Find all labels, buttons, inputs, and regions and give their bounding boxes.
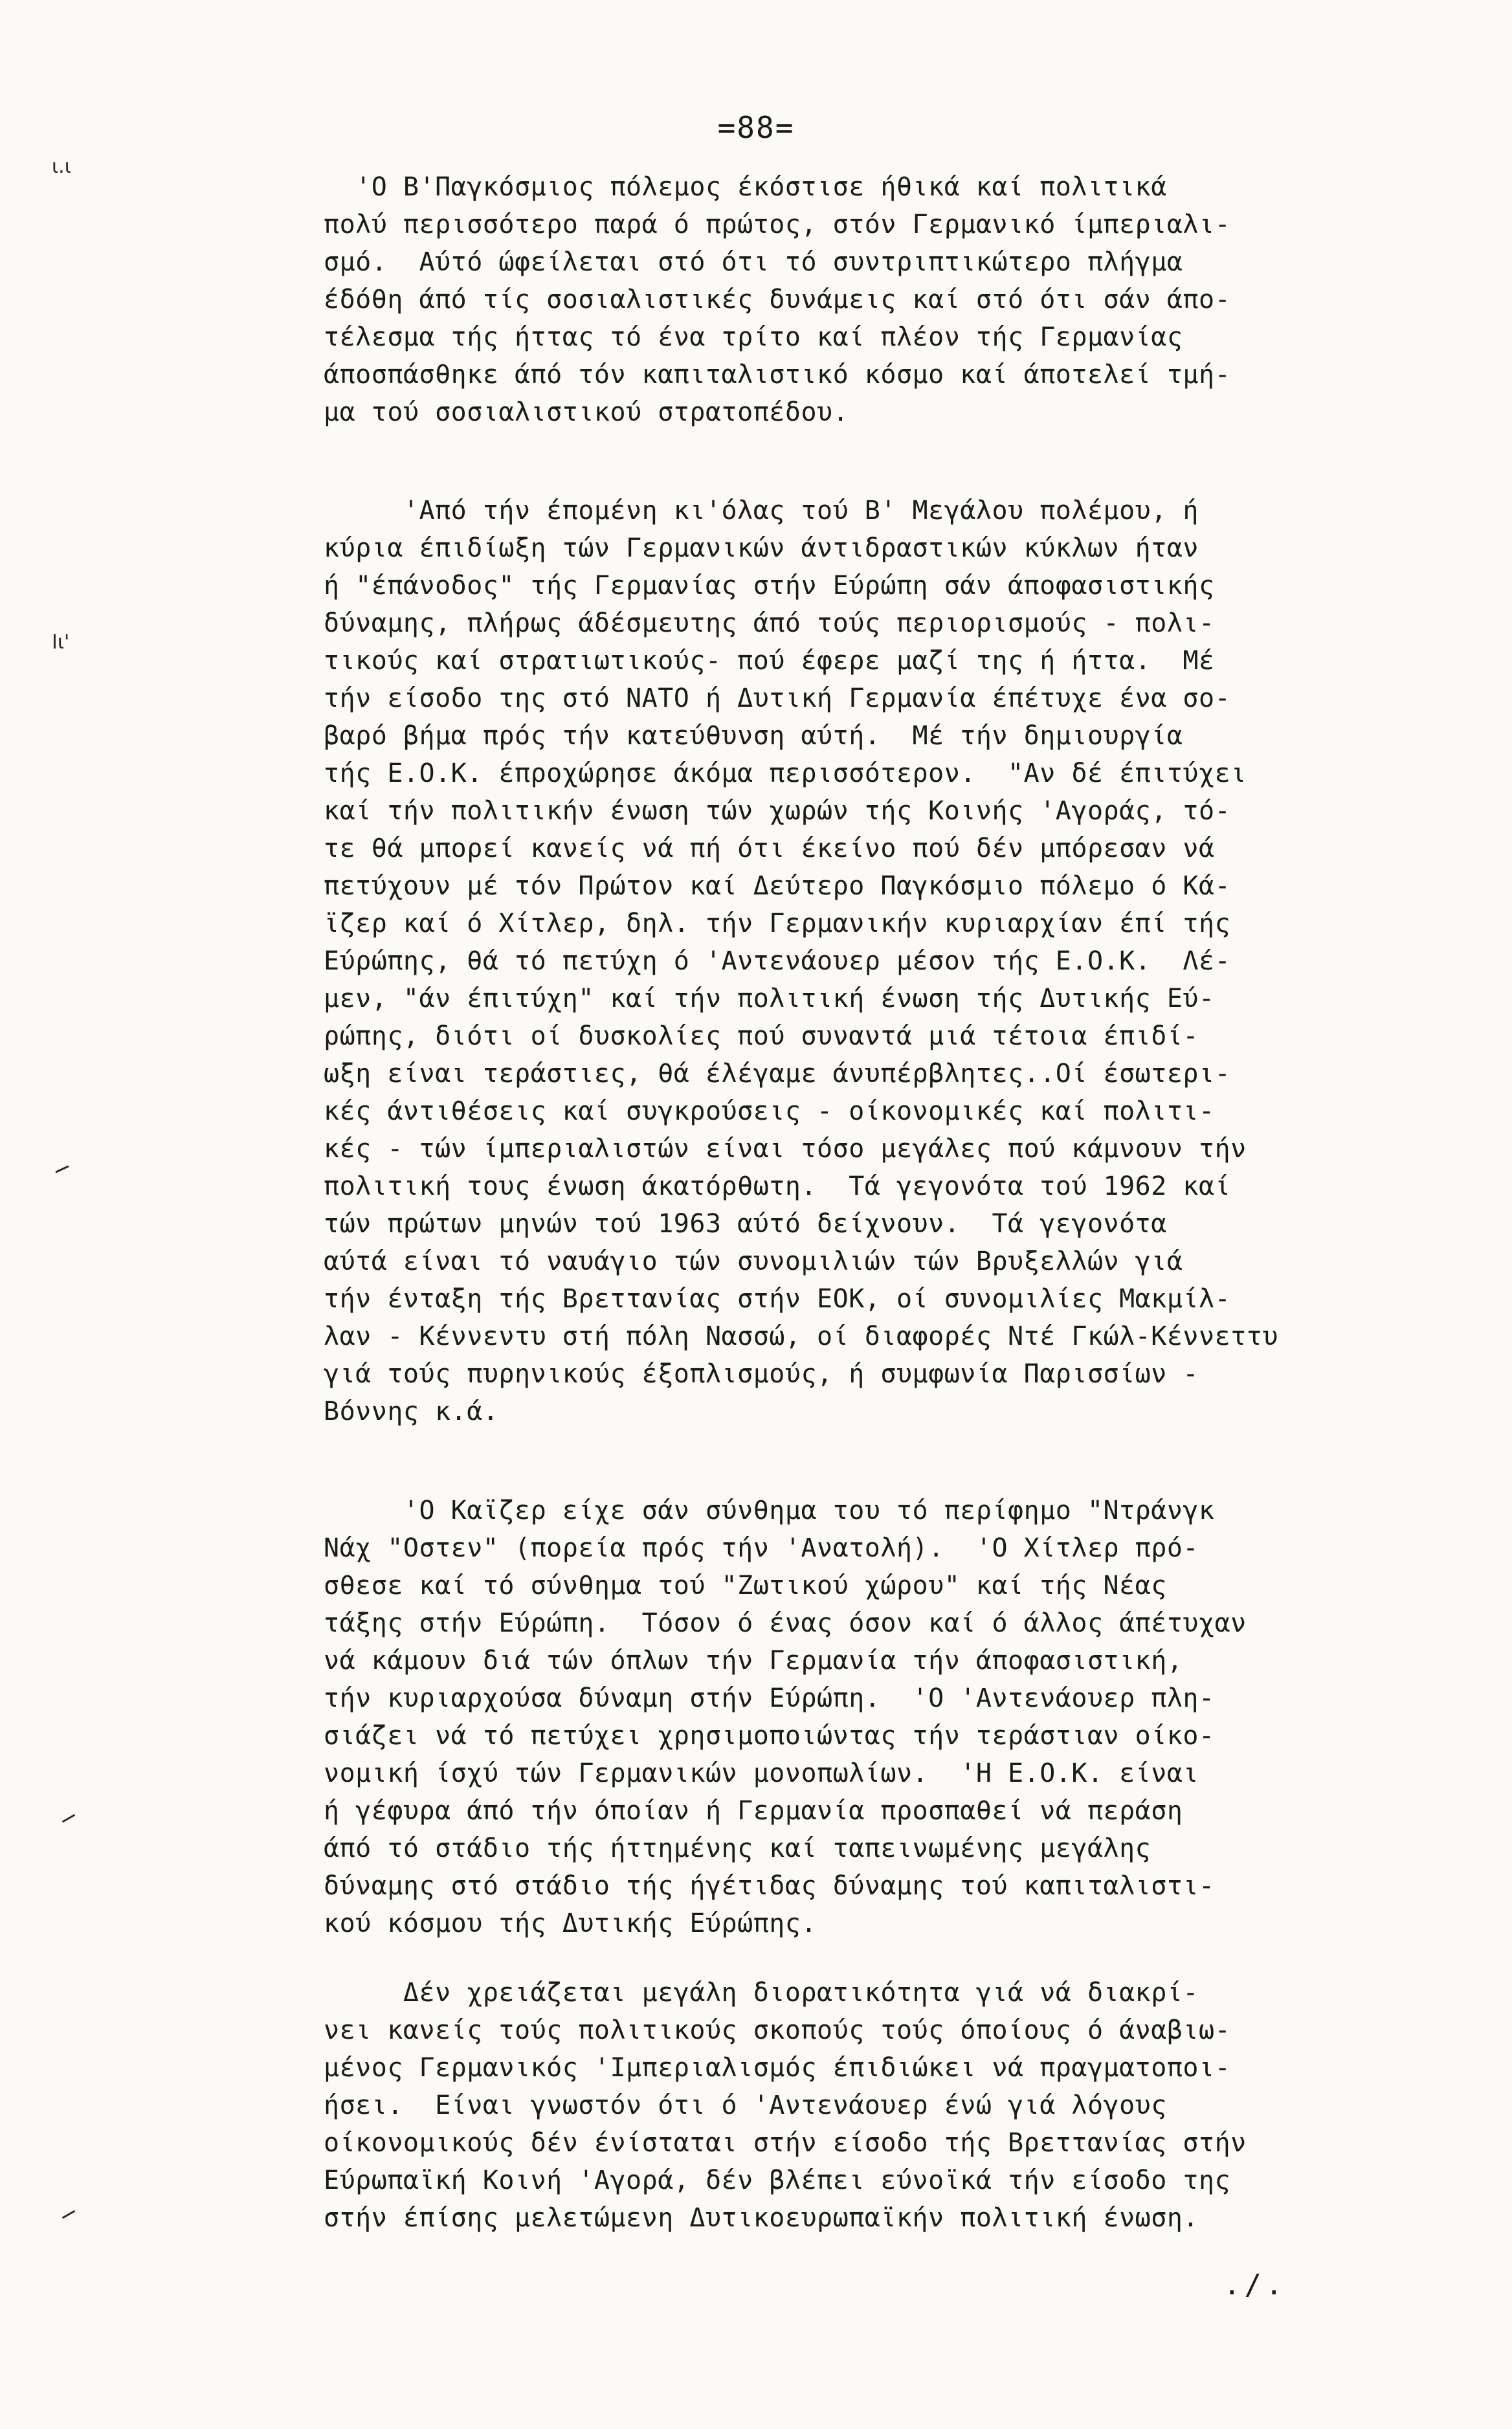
text-line: μεν, "άν έπιτύχη" καί τήν πολιτική ένωση τής Δυτικής Εύ- (324, 984, 1215, 1014)
text-line: βαρό βήμα πρός τήν κατεύθυνση αύτή. Μέ τήν δημιουργία (324, 721, 1183, 751)
text-line: τήν είσοδο της στό ΝΑΤΟ ή Δυτική Γερμανία έπέτυχε ένα σο- (324, 683, 1231, 713)
continuation-mark: ./. (1223, 2268, 1287, 2301)
page-number: =88= (717, 110, 795, 145)
text-line: πολύ περισσότερο παρά ό πρώτος, στόν Γερμανικό ίμπεριαλι- (324, 210, 1231, 239)
margin-dash-mark (62, 1814, 76, 1823)
margin-dash-mark (62, 2210, 76, 2219)
text-line: Εύρωπαϊκή Κοινή 'Αγορά, δέν βλέπει εύνοϊκά τήν είσοδο της (324, 2166, 1231, 2195)
text-line: ήσει. Είναι γνωστόν ότι ό 'Αντενάουερ ένώ γιά λόγους (324, 2091, 1167, 2120)
margin-mark: Ιι' (52, 631, 70, 654)
text-line: τάξης στήν Εύρώπη. Τόσον ό ένας όσον καί ό άλλος άπέτυχαν (324, 1608, 1247, 1638)
text-line: ή γέφυρα άπό τήν όποίαν ή Γερμανία προσπαθεί νά περάση (324, 1796, 1183, 1826)
text-line: πετύχουν μέ τόν Πρώτον καί Δεύτερο Παγκόσμιο πόλεμο ό Κά- (324, 871, 1231, 901)
text-line: τήν ένταξη τής Βρεττανίας στήν ΕΟΚ, οί συνομιλίες Μακμίλ- (324, 1284, 1231, 1314)
text-line: νά κάμουν διά τών όπλων τήν Γερμανία τήν άποφασιστική, (324, 1646, 1183, 1676)
paragraph-2 (324, 492, 1450, 1430)
text-line: Βόννης κ.ά. (324, 1397, 499, 1426)
text-line: σμό. Αύτό ώφείλεται στό ότι τό συντριπτικώτερο πλήγμα (324, 247, 1183, 277)
text-line: πολιτική τους ένωση άκατόρθωτη. Τά γεγονότα τού 1962 καί (324, 1171, 1231, 1201)
text-line: ή "έπάνοδος" τής Γερμανίας στήν Εύρώπη σάν άποφασιστικής (324, 571, 1215, 601)
text-line: κές άντιθέσεις καί συγκρούσεις - οίκονομικές καί πολιτι- (324, 1096, 1215, 1126)
text-line: τών πρώτων μηνών τού 1963 αύτό δείχνουν. Τά γεγονότα (324, 1209, 1167, 1239)
text-line: ωξη είναι τεράστιες, θά έλέγαμε άνυπέρβλητες..Οί έσωτερι- (324, 1059, 1231, 1089)
text-line: στήν έπίσης μελετώμενη Δυτικοευρωπαϊκήν πολιτική ένωση. (324, 2203, 1199, 2233)
text-line: Εύρώπης, θά τό πετύχη ό 'Αντενάουερ μέσον τής Ε.Ο.Κ. Λέ- (324, 946, 1231, 976)
text-line: Νάχ "Οστεν" (πορεία πρός τήν 'Ανατολή). 'Ο Χίτλερ πρό- (324, 1533, 1199, 1563)
text-line: κύρια έπιδίωξη τών Γερμανικών άντιδραστικών κύκλων ήταν (324, 533, 1199, 563)
text-line: τικούς καί στρατιωτικούς- πού έφερε μαζί της ή ήττα. Μέ (324, 646, 1215, 676)
text-line: κές - τών ίμπεριαλιστών είναι τόσο μεγάλες πού κάμνουν τήν (324, 1134, 1247, 1164)
paragraph-1 (324, 168, 1450, 431)
text-line: κού κόσμου τής Δυτικής Εύρώπης. (324, 1909, 817, 1938)
text-line: αύτά είναι τό ναυάγιο τών συνομιλιών τών Βρυξελλών γιά (324, 1247, 1183, 1276)
paragraph-4 (324, 1974, 1450, 2237)
text-line: Δέν χρειάζεται μεγάλη διορατικότητα γιά νά διακρί- (324, 1978, 1199, 2008)
text-line: ρώπης, διότι οί δυσκολίες πού συναντά μιά τέτοια έπιδί- (324, 1021, 1199, 1051)
text-line: 'Ο Καϊζερ είχε σάν σύνθημα του τό περίφημο "Ντράνγκ (324, 1496, 1215, 1525)
margin-mark: ι.ι (52, 155, 71, 178)
text-line: τής Ε.Ο.Κ. έπροχώρησε άκόμα περισσότερον. "Αν δέ έπιτύχει (324, 759, 1247, 788)
text-line: οίκονομικούς δέν ένίσταται στήν είσοδο τής Βρεττανίας στήν (324, 2128, 1247, 2158)
margin-dash-mark (55, 1165, 69, 1173)
text-line: νει κανείς τούς πολιτικούς σκοπούς τούς όποίους ό άναβιω- (324, 2015, 1231, 2045)
text-line: σιάζει νά τό πετύχει χρησιμοποιώντας τήν τεράστιαν οίκο- (324, 1721, 1215, 1751)
text-line: μένος Γερμανικός 'Ιμπεριαλισμός έπιδιώκει νά πραγματοποι- (324, 2053, 1231, 2083)
text-line: 'Από τήν έπομένη κι'όλας τού Β' Μεγάλου πολέμου, ή (324, 496, 1199, 526)
text-line: λαν - Κέννεντυ στή πόλη Νασσώ, οί διαφορές Ντέ Γκώλ-Κέννεττυ (324, 1322, 1278, 1351)
paragraph-3 (324, 1492, 1450, 1942)
text-line: έδόθη άπό τίς σοσιαλιστικές δυνάμεις καί στό ότι σάν άπο- (324, 285, 1231, 315)
text-line: δύναμης στό στάδιο τής ήγέτιδας δύναμης τού καπιταλιστι- (324, 1871, 1215, 1901)
text-line: μα τού σοσιαλιστικού στρατοπέδου. (324, 397, 849, 427)
text-line: γιά τούς πυρηνικούς έξοπλισμούς, ή συμφωνία Παρισσίων - (324, 1359, 1199, 1389)
text-line: νομική ίσχύ τών Γερμανικών μονοπωλίων. 'Η Ε.Ο.Κ. είναι (324, 1758, 1199, 1788)
text-line: τήν κυριαρχούσα δύναμη στήν Εύρώπη. 'Ο 'Αντενάουερ πλη- (324, 1683, 1215, 1713)
text-line: ϊζερ καί ό Χίτλερ, δηλ. τήν Γερμανικήν κυριαρχίαν έπί τής (324, 909, 1231, 938)
text-line: δύναμης, πλήρως άδέσμευτης άπό τούς περιορισμούς - πολι- (324, 608, 1215, 638)
text-line: καί τήν πολιτικήν ένωση τών χωρών τής Κοινής 'Αγοράς, τό- (324, 796, 1231, 826)
text-line: άποσπάσθηκε άπό τόν καπιταλιστικό κόσμο καί άποτελεί τμή- (324, 360, 1231, 390)
text-line: τε θά μπορεί κανείς νά πή ότι έκείνο πού δέν μπόρεσαν νά (324, 834, 1215, 863)
text-line: άπό τό στάδιο τής ήττημένης καί ταπεινωμένης μεγάλης (324, 1834, 1151, 1863)
text-line: τέλεσμα τής ήττας τό ένα τρίτο καί πλέον τής Γερμανίας (324, 322, 1183, 352)
text-line: 'Ο Β'Παγκόσμιος πόλεμος έκόστισε ήθικά καί πολιτικά (324, 172, 1167, 202)
text-line: σθεσε καί τό σύνθημα τού "Ζωτικού χώρου" καί τής Νέας (324, 1571, 1167, 1601)
